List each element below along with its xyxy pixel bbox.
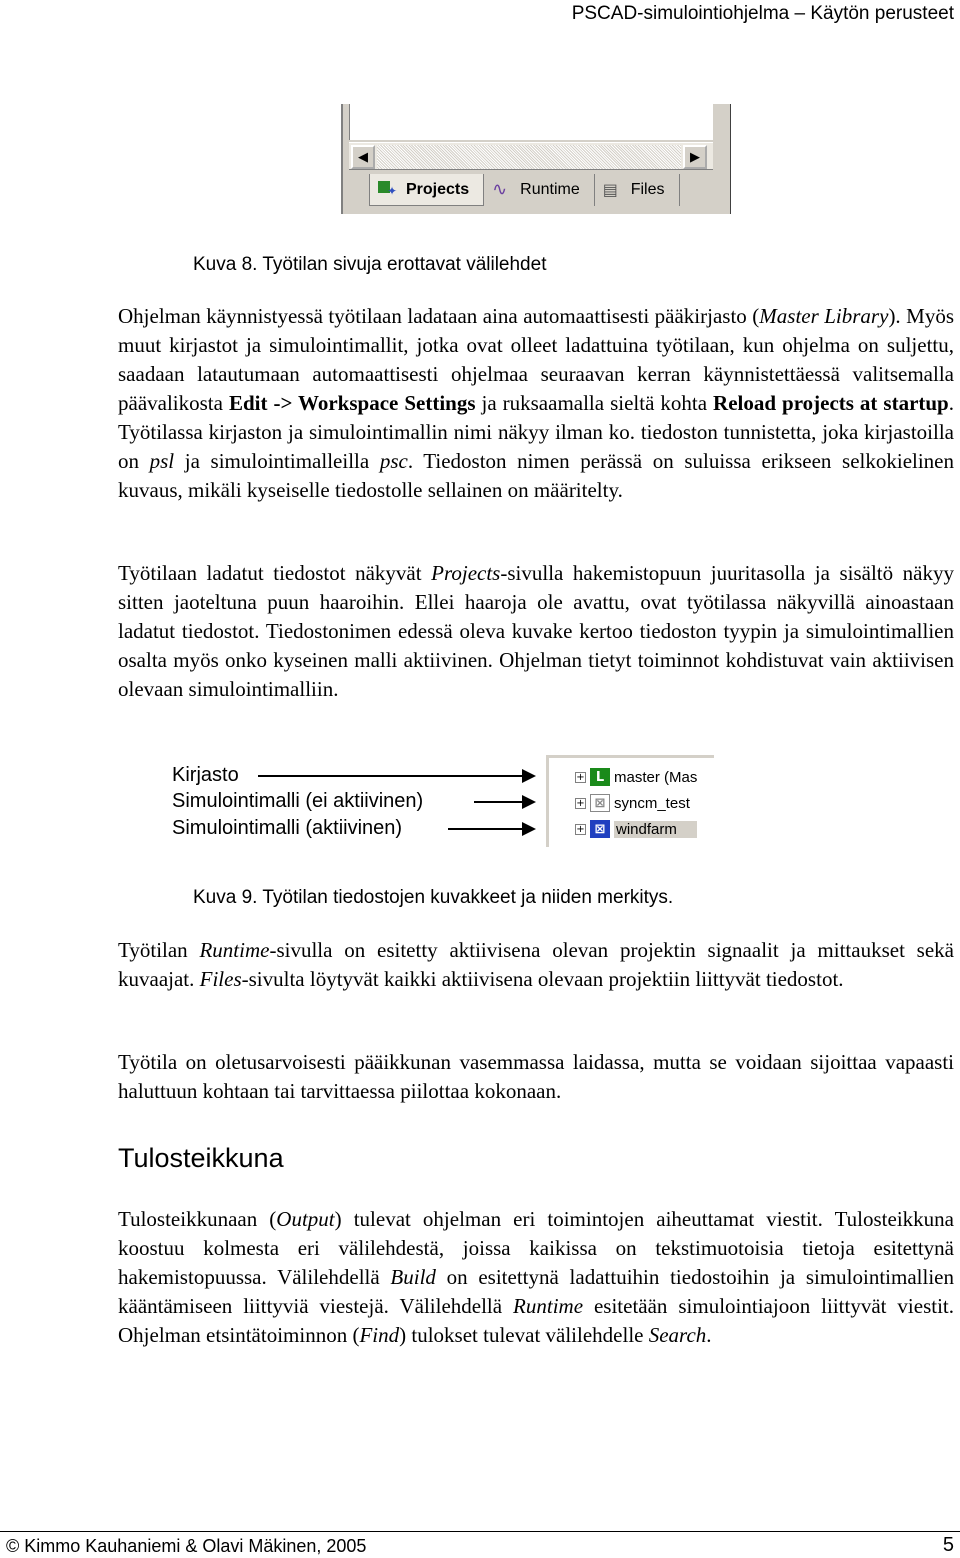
tab-files[interactable] — [595, 174, 680, 206]
legend-inactive-model: Simulointimalli (ei aktiivinen) — [172, 790, 424, 812]
footer-divider — [0, 1531, 960, 1532]
runtime-icon: ∿ — [492, 179, 508, 200]
scroll-left-button[interactable]: ◀ — [351, 145, 375, 169]
page-number: 5 — [942, 1534, 954, 1556]
projects-icon — [378, 181, 400, 199]
expand-icon[interactable]: + — [576, 797, 585, 809]
arrow-inactive-model — [474, 801, 534, 803]
section-title: Tulosteikkuna — [118, 1143, 284, 1173]
tab-label: Files — [630, 181, 665, 198]
simulation-inactive-icon: ⊠ — [590, 794, 610, 812]
legend-active-model: Simulointimalli (aktiivinen) — [172, 817, 403, 839]
tree-item-library[interactable] — [575, 766, 697, 788]
tree-item-active-model[interactable] — [575, 818, 697, 840]
workspace-tab-bar — [369, 174, 680, 206]
tree-item-label: syncm_test — [614, 794, 690, 812]
tab-label: Runtime — [520, 181, 580, 198]
tab-label: Projects — [406, 180, 470, 198]
tab-projects[interactable] — [369, 174, 484, 206]
expand-icon[interactable]: + — [576, 771, 585, 783]
tab-runtime[interactable] — [484, 174, 595, 206]
figure-9-caption: Kuva 9. Työtilan tiedostojen kuvakkeet ja niiden merkitys. — [193, 887, 674, 908]
arrow-active-model — [448, 828, 534, 830]
scroll-track[interactable] — [377, 145, 681, 169]
paragraph-1: Ohjelman käynnistyessä työtilaan ladataan aina automaattisesti pääkirjasto (Master Library). Myös muut kirjastot ja simulointimallit, jotka ovat olleet ladattuina työtilaan, kun ohjelma on suljettu, saadaan latautumaan automaattisesti ohjelmaa seuraavan kerran käynnistettäessä valitsemalla päävalikosta Edit -> Workspace Settings ja ruksaamalla sieltä kohta Reload projects at startup. Työtilassa kirjaston ja simulointimallin nimi näkyy ilman ko. tiedoston tunnistetta, joka kirjastoilla on psl ja simulointimalleilla psc. Tiedoston nimen perässä on suluissa erikseen selkokielinen kuvaus, mikäli kyseiselle tiedostolle sellainen on määritelty. — [118, 304, 955, 502]
simulation-active-icon: ⊠ — [590, 820, 610, 838]
workspace-pane — [349, 104, 713, 140]
paragraph-2: Työtilaan ladatut tiedostot näkyvät Projects-sivulla hakemistopuun juuritasolla ja sisältö näkyy sitten jaoteltuna puun haaroihin. Ellei haaroja ole avattu, ovat työtilassa näkyvillä ainoastaan ladatut tiedostot. Tiedostonimen edessä oleva kuvake kertoo tiedoston tyypin ja simulointimallien osalta myös onko kyseinen malli aktiivinen. Ohjelman tietyt toiminnot kohdistuvat vain aktiivisen olevaan simulointimalliin. — [118, 561, 954, 701]
footer-copyright: © Kimmo Kauhaniemi & Olavi Mäkinen, 2005 — [6, 1536, 367, 1556]
tree-item-inactive-model[interactable] — [575, 792, 690, 814]
project-tree-screenshot — [546, 755, 714, 847]
paragraph-4: Työtila on oletusarvoisesti pääikkunan vasemmassa laidassa, mutta se voidaan sijoittaa vapaasti haluttuun kohtaan tai tarvittaessa piilottaa kokonaan. — [118, 1050, 954, 1103]
running-header: PSCAD-simulointiohjelma – Käytön perusteet — [571, 3, 954, 24]
paragraph-3: Työtilan Runtime-sivulla on esitetty aktiivisena olevan projektin signaalit ja mittaukset sekä kuvaajat. Files-sivulta löytyvät kaikki aktiivisena olevaan projektiin liittyvät tiedostot. — [118, 938, 954, 991]
workspace-tabs-screenshot — [341, 104, 731, 214]
horizontal-scrollbar[interactable] — [349, 142, 713, 170]
arrow-library — [258, 775, 534, 777]
tree-item-label: master (Mas — [614, 768, 698, 786]
library-icon: L — [590, 768, 610, 786]
paragraph-5: Tulosteikkunaan (Output) tulevat ohjelman eri toimintojen aiheuttamat viestit. Tulosteikkuna koostuu kolmesta eri välilehdestä, joissa kaikissa on tekstimuotoisia tietoja esitettynä hakemistopuussa. Välilehdellä Build on esitettynä ladattuihin tiedostoihin ja simulointimallien kääntämiseen liittyviä viestejä. Välilehdellä Runtime esitetään simulointiajoon liittyvät viestit. Ohjelman etsintätoiminnon (Find) tulokset tulevat välilehdelle Search. — [118, 1207, 954, 1347]
legend-library: Kirjasto — [172, 764, 239, 786]
figure-8-caption: Kuva 8. Työtilan sivuja erottavat välilehdet — [193, 254, 547, 275]
files-icon: ▤ — [602, 180, 618, 199]
scroll-right-button[interactable]: ▶ — [683, 145, 707, 169]
tree-item-label: windfarm — [614, 821, 697, 838]
expand-icon[interactable]: + — [576, 823, 585, 835]
